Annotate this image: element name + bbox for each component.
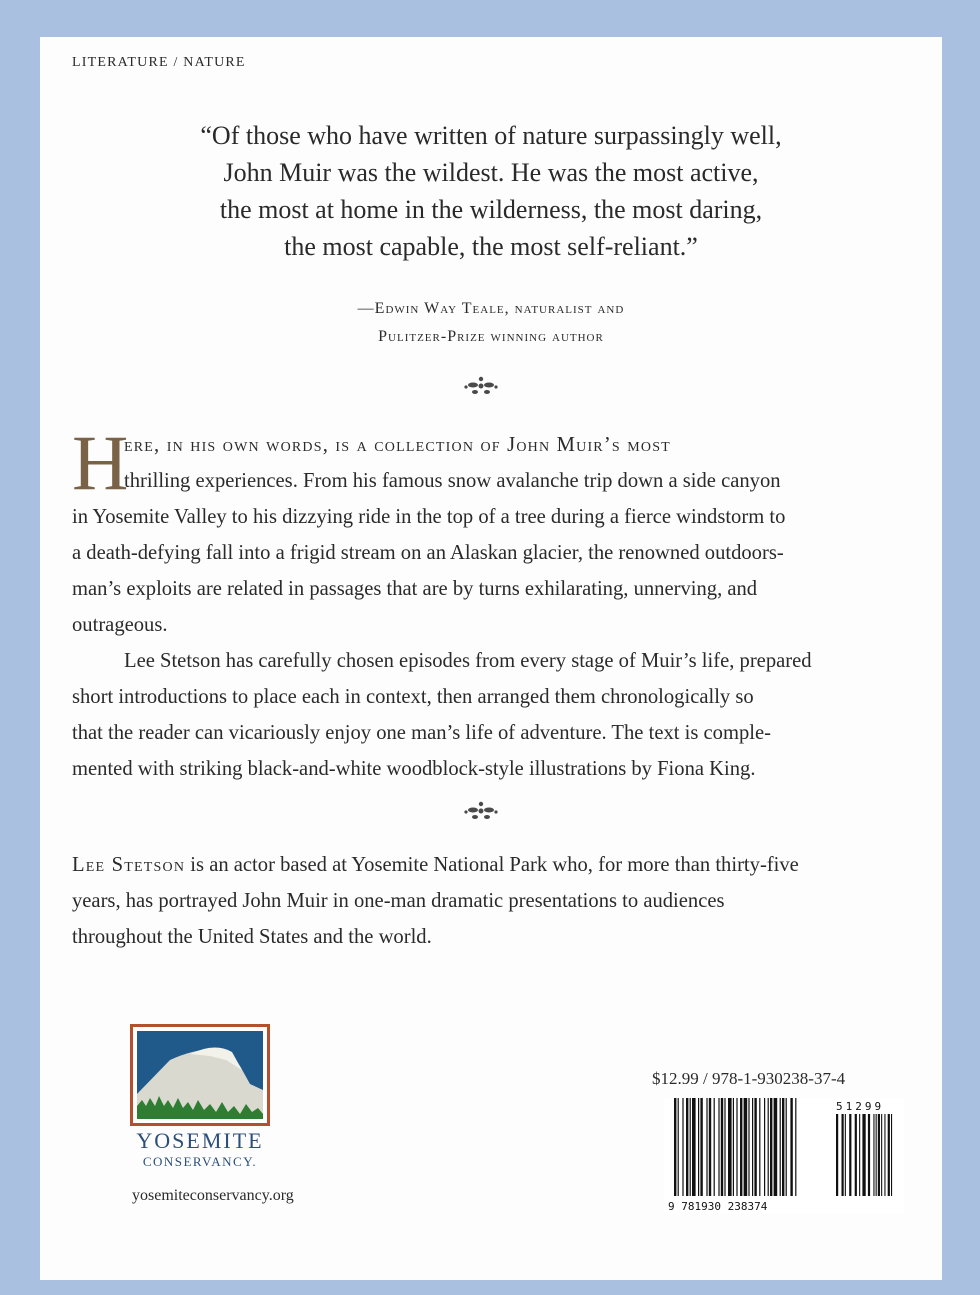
- attribution-line: —Edwin Way Teale, naturalist and: [357, 300, 625, 317]
- barcode-addon-digits: 51299: [836, 1100, 885, 1113]
- pull-quote: [40, 117, 942, 265]
- quote-attribution: [40, 295, 942, 351]
- author-name: Lee Stetson: [72, 854, 186, 876]
- barcode-digits: 9 781930 238374: [668, 1200, 768, 1213]
- ornament-icon: [461, 373, 501, 397]
- bio-text: is an actor based at Yosemite National Park who, for more than thirty-five: [185, 854, 799, 876]
- logo-subtext: CONSERVANCY.: [142, 1154, 258, 1169]
- paragraph-line: that the reader can vicariously enjoy one man’s life of adventure. The text is comple-: [72, 722, 771, 744]
- paragraph-line: mented with striking black-and-white woodblock-style illustrations by Fiona King.: [72, 758, 756, 780]
- quote-line: “Of those who have written of nature surpassingly well,: [200, 121, 782, 150]
- bio-line: throughout the United States and the world.: [72, 926, 432, 948]
- category-label: LITERATURE / NATURE: [72, 55, 246, 70]
- logo-text: YOSEMITE: [136, 1128, 264, 1153]
- quote-line: John Muir was the wildest. He was the most active,: [223, 158, 759, 187]
- price-isbn: $12.99 / 978-1-930238-37-4: [652, 1069, 846, 1088]
- yosemite-conservancy-logo: [130, 1024, 270, 1126]
- paragraph-line: a death-defying fall into a frigid stream on an Alaskan glacier, the renowned outdoors-: [72, 542, 784, 564]
- author-bio: [72, 847, 924, 955]
- description: [72, 419, 924, 787]
- drop-cap: H: [72, 419, 129, 506]
- paragraph-line: short introductions to place each in context, then arranged them chronologically so: [72, 686, 754, 708]
- quote-line: the most at home in the wilderness, the most daring,: [219, 195, 763, 224]
- barcode: [664, 1098, 904, 1214]
- back-cover: [40, 37, 942, 1280]
- paragraph-line: thrilling experiences. From his famous snow avalanche trip down a side canyon: [124, 470, 781, 492]
- paragraph-line: Lee Stetson has carefully chosen episodes from every stage of Muir’s life, prepared: [124, 650, 812, 672]
- paragraph-line: man’s exploits are related in passages that are by turns exhilarating, unnerving, and: [72, 578, 758, 600]
- lead-in: ere, in his own words, is a collection of John Muir’s most: [124, 434, 671, 456]
- website-link: yosemiteconservancy.org: [132, 1187, 294, 1204]
- bio-line: years, has portrayed John Muir in one-man dramatic presentations to audiences: [72, 890, 725, 912]
- paragraph-line: in Yosemite Valley to his dizzying ride in the top of a tree during a fierce windstorm to: [72, 506, 786, 528]
- quote-line: the most capable, the most self-reliant.”: [284, 232, 698, 261]
- ornament-icon: [461, 798, 501, 822]
- attribution-line: Pulitzer-Prize winning author: [378, 328, 604, 345]
- paragraph-line: outrageous.: [72, 614, 168, 636]
